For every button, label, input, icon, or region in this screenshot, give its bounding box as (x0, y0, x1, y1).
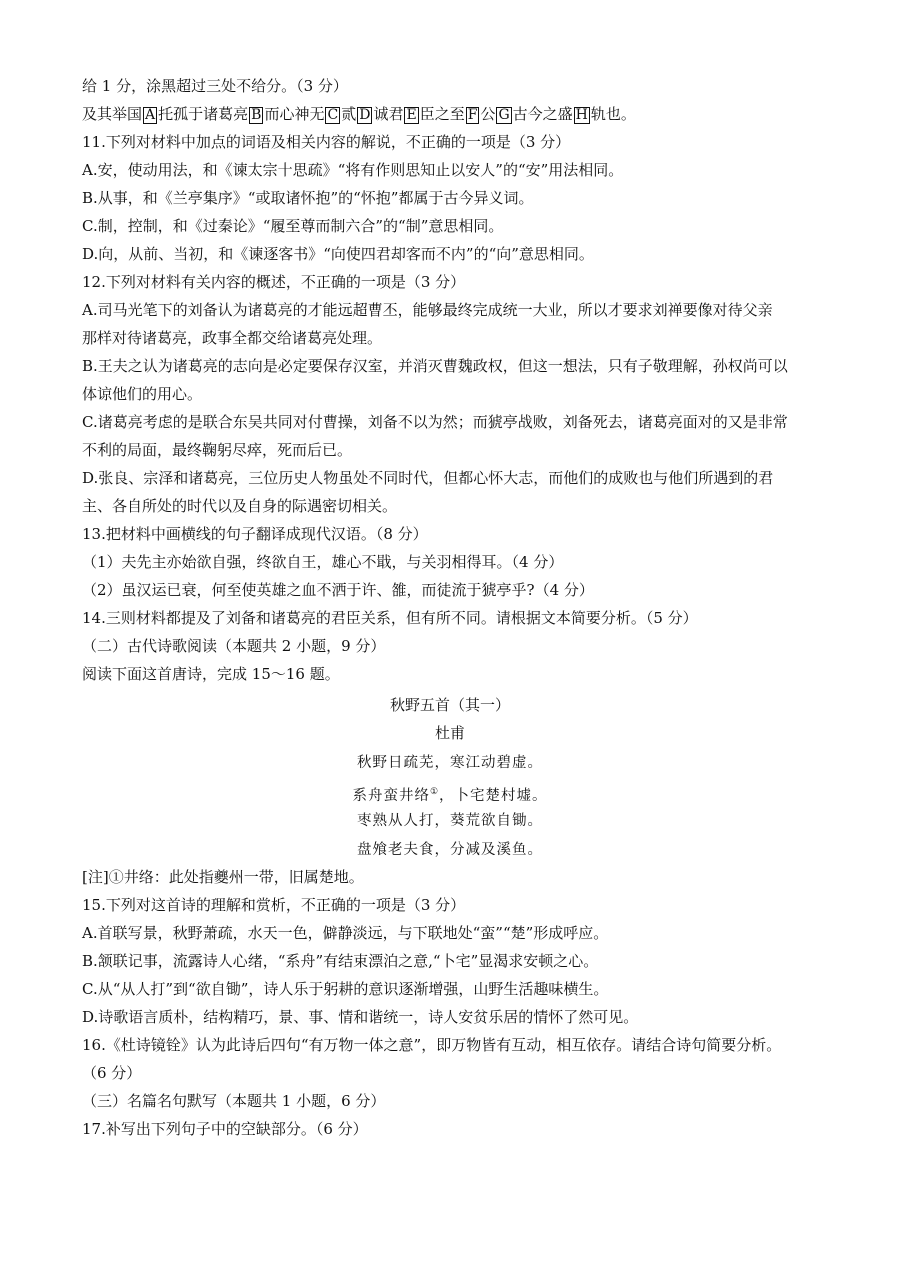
question-12-option-d-cont: 主、各自所处的时代以及自身的际遇密切相关。 (82, 497, 398, 515)
segment: 及其举国 (82, 105, 143, 123)
question-11-option-c: C.制，控制，和《过秦论》“履至尊而制六合”的“制”意思相同。 (82, 217, 504, 235)
question-12-stem: 12.下列对材料有关内容的概述，不正确的一项是（3 分） (82, 273, 466, 291)
segment: 贰 (341, 105, 357, 123)
question-11-stem: 11.下列对材料中加点的词语及相关内容的解说，不正确的一项是（3 分） (82, 133, 571, 151)
section-2-instruction: 阅读下面这首唐诗，完成 15～16 题。 (82, 665, 340, 683)
question-15-option-c: C.从“从人打”到“欲自锄”，诗人乐于躬耕的意识逐渐增强，山野生活趣味横生。 (82, 980, 609, 998)
question-14: 14.三则材料都提及了刘备和诸葛亮的君臣关系，但有所不同。请根据文本简要分析。（5 分） (82, 609, 698, 627)
poem-line-1: 秋野日疏芜，寒江动碧虚。 (357, 755, 543, 771)
poem-footnote: [注]①井络：此处指夔州一带，旧属楚地。 (82, 868, 364, 886)
question-16: 16.《杜诗镜铨》认为此诗后四句“有万物一体之意”，即万物皆有互动，相互依存。请结合诗句简要分析。 (82, 1036, 782, 1054)
question-13-stem: 13.把材料中画横线的句子翻译成现代汉语。（8 分） (82, 525, 428, 543)
question-11-option-a: A.安，使动用法，和《谏太宗十思疏》“将有作则思知止以安人”的“安”用法相同。 (82, 161, 624, 179)
marker-box: E (406, 107, 417, 123)
poem-line-4: 盘飧老夫食，分减及溪鱼。 (357, 842, 543, 858)
poem-line-2-second: ，卜宅楚村墟。 (439, 787, 548, 804)
section-3-heading: （三）名篇名句默写（本题共 1 小题，6 分） (82, 1092, 386, 1110)
question-12-option-b: B.王夫之认为诸葛亮的志向是必定要保存汉室，并消灭曹魏政权，但这一想法，只有子敬理解，孙权尚可以 (82, 357, 788, 375)
question-16-score: （6 分） (82, 1064, 142, 1082)
question-12-option-d: D.张良、宗泽和诸葛亮，三位历史人物虽处不同时代，但都心怀大志，而他们的成败也与他们所遇到的君 (82, 469, 774, 487)
question-15-option-d: D.诗歌语言质朴，结构精巧，景、事、情和谐统一，诗人安贫乐居的情怀了然可见。 (82, 1008, 639, 1026)
question-12-option-c: C.诸葛亮考虑的是联合东吴共同对付曹操，刘备不以为然；而猇亭战败，刘备死去，诸葛亮面对的又是非常 (82, 413, 788, 431)
question-13-sentence-1: （1）夫先主亦始欲自强，终欲自王，雄心不戢，与关羽相得耳。（4 分） (82, 553, 564, 571)
segment: 轨也。 (590, 105, 636, 123)
poem-line-2-first: 系舟蛮井络 (352, 787, 430, 804)
segment: 古今之盛 (512, 105, 573, 123)
segment: 托孤于诸葛亮 (158, 105, 249, 123)
poem-line-2 (0, 782, 900, 806)
question-12-option-b-cont: 体谅他们的用心。 (82, 385, 203, 403)
marker-box: A (145, 107, 156, 123)
question-17: 17.补写出下列句子中的空缺部分。（6 分） (82, 1120, 368, 1138)
section-2-heading: （二）古代诗歌阅读（本题共 2 小题，9 分） (82, 637, 386, 655)
marker-box: G (498, 107, 510, 123)
segment: 公 (480, 105, 496, 123)
scoring-note: 给 1 分，涂黑超过三处不给分。（3 分） (82, 77, 348, 95)
question-15-option-a: A.首联写景，秋野萧疏，水天一色，僻静淡远，与下联地处“蛮”“楚”形成呼应。 (82, 924, 609, 942)
question-11-option-d: D.向，从前、当初，和《谏逐客书》“向使四君却客而不内”的“向”意思相同。 (82, 245, 594, 263)
question-12-option-a: A.司马光笔下的刘备认为诸葛亮的才能远超曹丕，能够最终完成统一大业，所以才要求刘禅要像对待父亲 (82, 301, 773, 319)
question-11-option-b: B.从事，和《兰亭集序》“或取诸怀抱”的“怀抱”都属于古今异义词。 (82, 189, 534, 207)
marker-box: C (327, 107, 339, 123)
question-12-option-c-cont: 不利的局面，最终鞠躬尽瘁，死而后已。 (82, 441, 353, 459)
question-12-option-a-cont: 那样对待诸葛亮，政事全都交给诸葛亮处理。 (82, 329, 383, 347)
marker-box: F (467, 107, 478, 123)
segment: 诚君 (373, 105, 404, 123)
poem-line-3: 枣熟从人打，葵荒欲自锄。 (357, 813, 543, 829)
footnote-marker: ① (429, 787, 440, 797)
poem-title: 秋野五首（其一） (389, 696, 510, 714)
marker-box: H (575, 107, 588, 123)
question-13-sentence-2: （2）虽汉运已衰，何至使英雄之血不洒于许、雒，而徒流于猇亭乎?（4 分） (82, 581, 594, 599)
question-15-stem: 15.下列对这首诗的理解和赏析，不正确的一项是（3 分） (82, 896, 466, 914)
broken-sentence (82, 104, 830, 124)
marker-box: B (251, 107, 262, 123)
segment: 而心神无 (264, 105, 325, 123)
question-15-option-b: B.颔联记事，流露诗人心绪，“系舟”有结束漂泊之意,“卜宅”显渴求安顿之心。 (82, 952, 599, 970)
segment: 臣之至 (419, 105, 465, 123)
marker-box: D (359, 107, 371, 123)
poem-author: 杜甫 (434, 724, 465, 742)
